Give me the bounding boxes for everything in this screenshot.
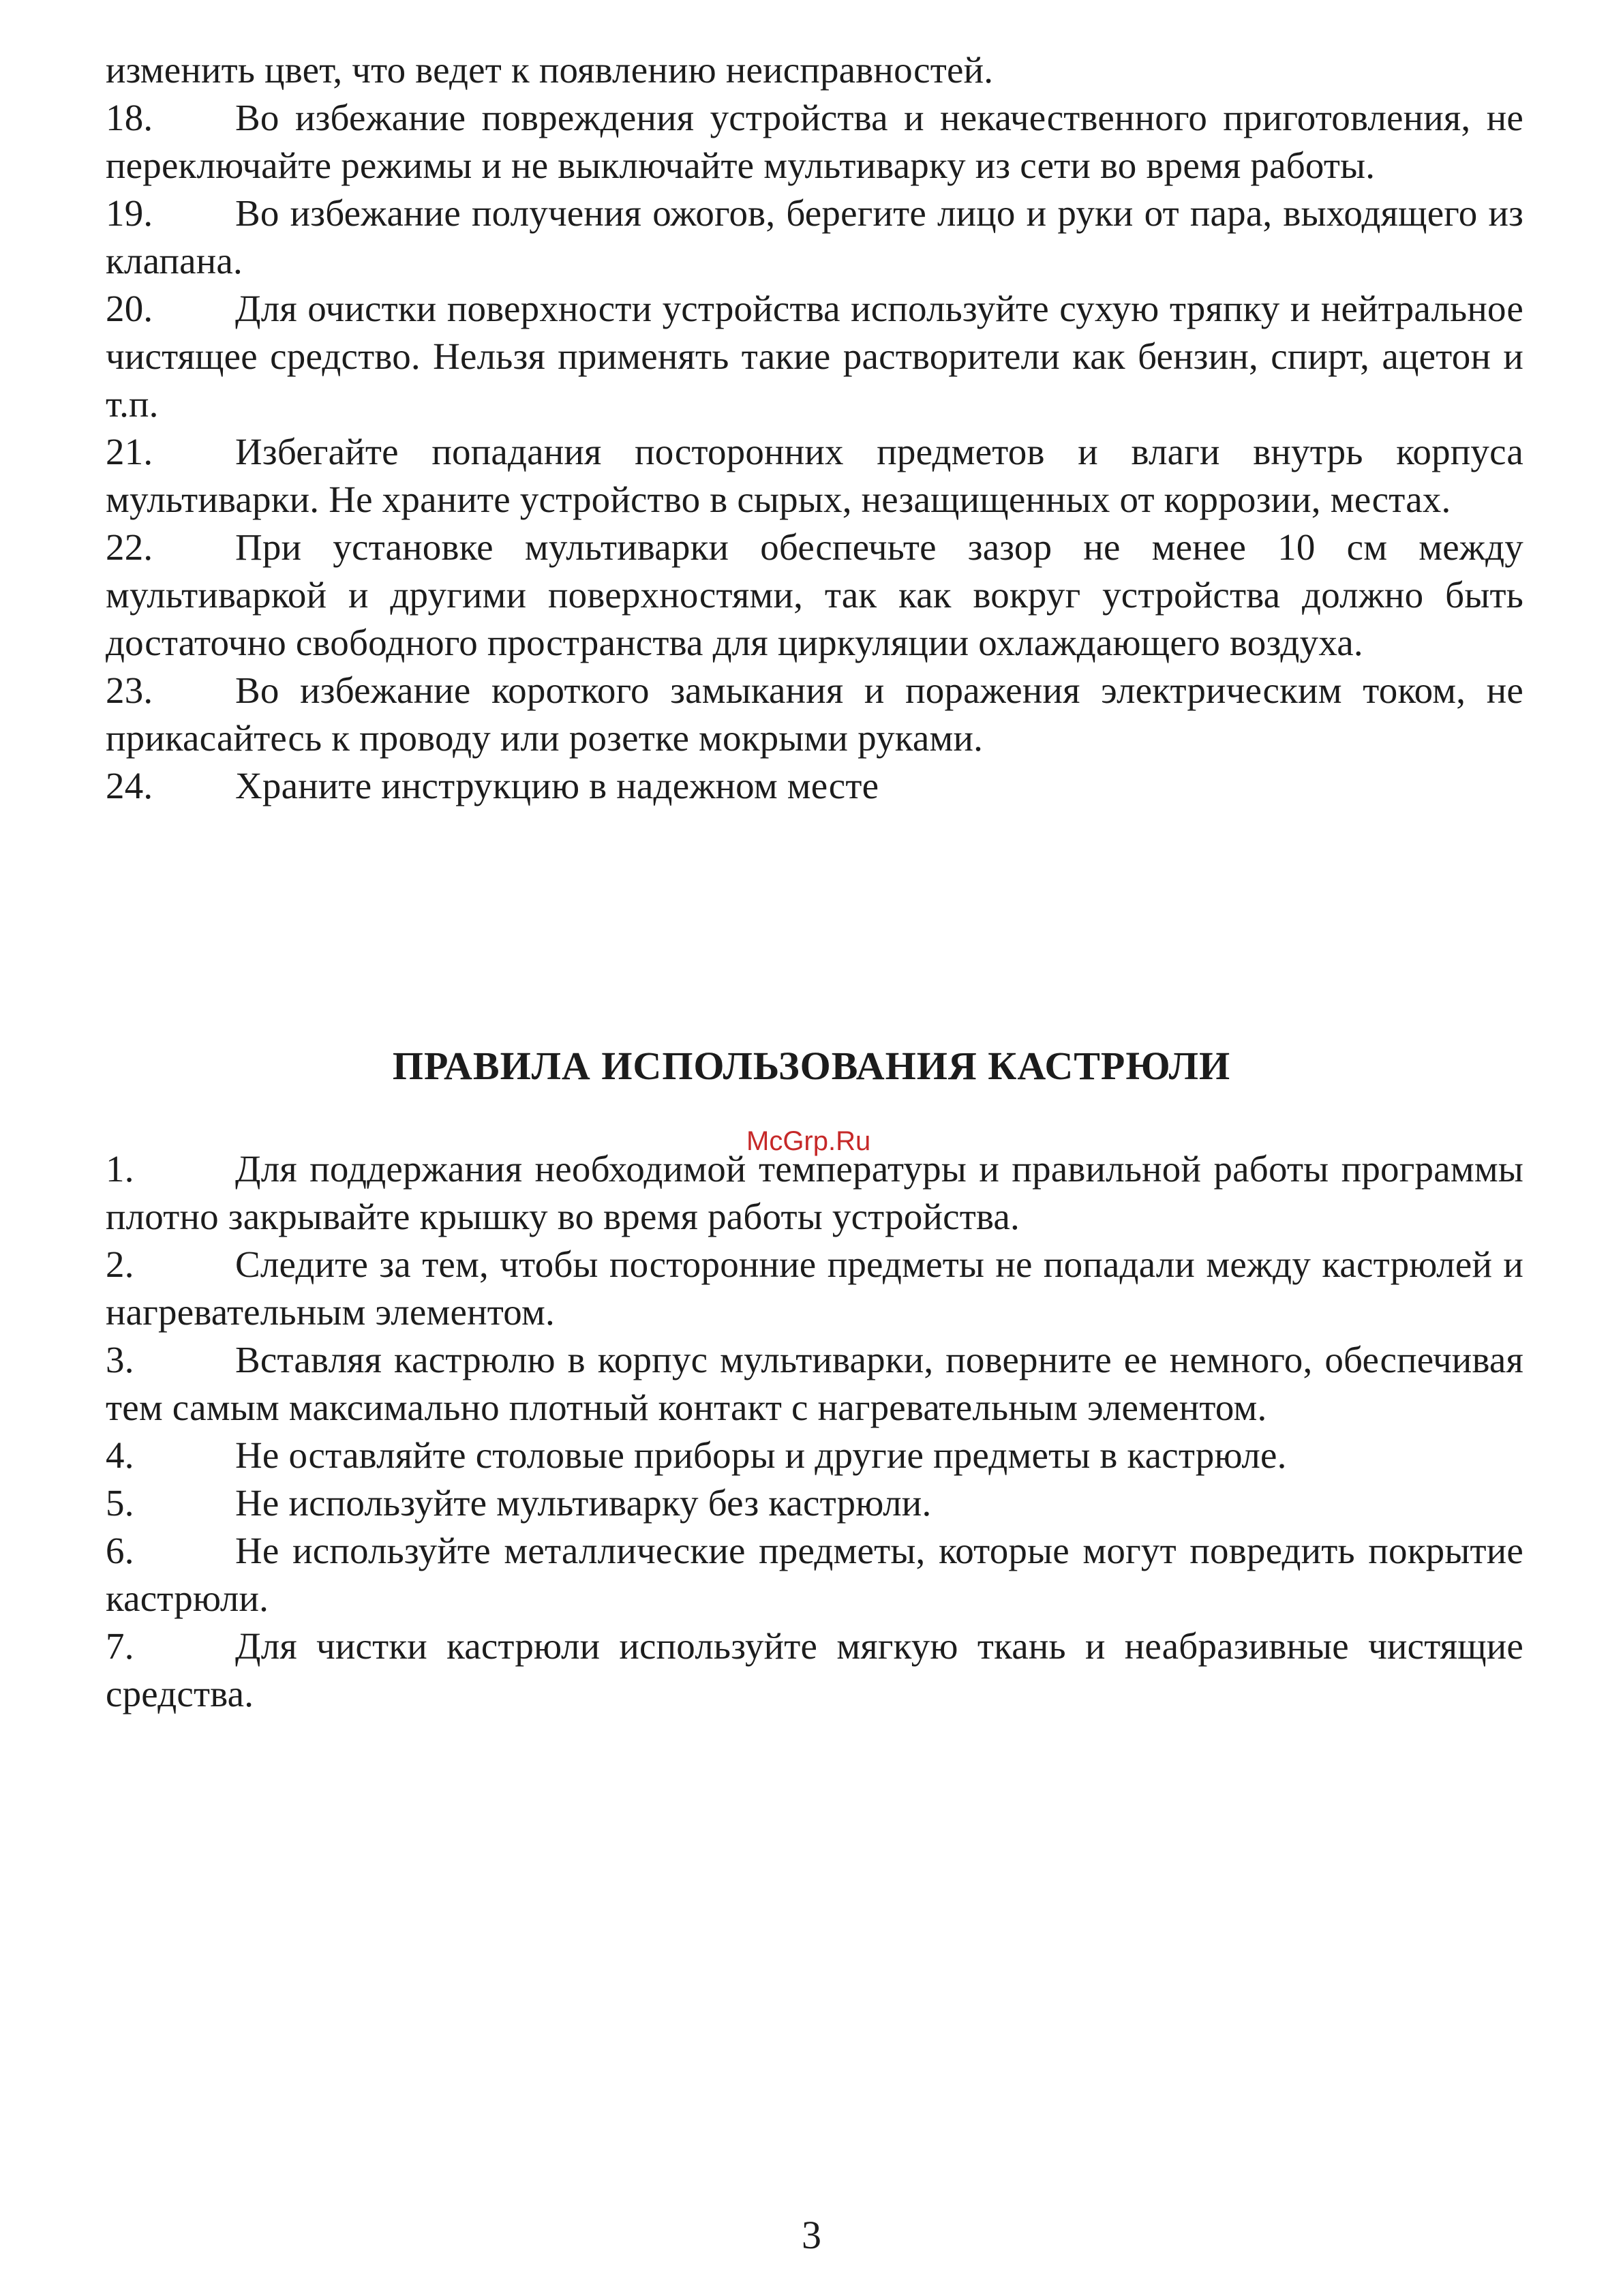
item-text: Во избежание получения ожогов, берегите лицо и руки от пара, выходящего из клапана.: [106, 192, 1523, 282]
list-item: [106, 428, 1523, 524]
list-item: [106, 1479, 1523, 1527]
item-number: 5.: [106, 1482, 134, 1524]
item-number: 7.: [106, 1625, 134, 1667]
item-number: 3.: [106, 1339, 134, 1380]
item-number: 6.: [106, 1530, 134, 1571]
list-item: [106, 1241, 1523, 1336]
item-number: 20.: [106, 288, 153, 329]
continuation-text: изменить цвет, что ведет к появлению неисправностей.: [106, 49, 994, 91]
item-number: 4.: [106, 1434, 134, 1476]
item-number: 18.: [106, 97, 153, 138]
item-number: 19.: [106, 192, 153, 234]
item-number: 1.: [106, 1148, 134, 1190]
item-text: Избегайте попадания посторонних предметов и влаги внутрь корпуса мультиварки. Не храните устройство в сырых, незащищенных от коррозии, местах.: [106, 431, 1523, 520]
item-text: Не используйте мультиварку без кастрюли.: [235, 1482, 932, 1524]
section-heading: ПРАВИЛА ИСПОЛЬЗОВАНИЯ КАСТРЮЛИ: [392, 1044, 1231, 1088]
list-item: [106, 285, 1523, 428]
item-text: При установке мультиварки обеспечьте зазор не менее 10 см между мультиваркой и другими поверхностями, так как вокруг устройства должно быть достаточно свободного пространства для циркуляции охлаждающего воздуха.: [106, 526, 1523, 663]
list-item: [106, 1527, 1523, 1622]
list-item: [106, 762, 1523, 810]
list-item: [106, 1622, 1523, 1718]
item-text: Для очистки поверхности устройства используйте сухую тряпку и нейтральное чистящее средство. Нельзя применять такие растворители как бензин, спирт, ацетон и т.п.: [106, 288, 1523, 425]
list-item: [106, 524, 1523, 667]
safety-rules-continued: [106, 46, 1523, 810]
item-text: Храните инструкцию в надежном месте: [235, 765, 879, 806]
item-number: 2.: [106, 1243, 134, 1285]
item-text: Во избежание повреждения устройства и некачественного приготовления, не переключайте режимы и не выключайте мультиварку из сети во время работы.: [106, 97, 1523, 186]
item-number: 21.: [106, 431, 153, 472]
item-text: Вставляя кастрюлю в корпус мультиварки, поверните ее немного, обеспечивая тем самым максимально плотный контакт с нагревательным элементом.: [106, 1339, 1523, 1428]
item-text: Не оставляйте столовые приборы и другие предметы в кастрюле.: [235, 1434, 1287, 1476]
watermark-text: McGrp.Ru: [746, 1126, 871, 1156]
item-number: 22.: [106, 526, 153, 568]
list-item: [106, 94, 1523, 190]
item-text: Для поддержания необходимой температуры и правильной работы программы плотно закрывайте крышку во время работы устройства.: [106, 1148, 1523, 1237]
list-item: [106, 1145, 1523, 1241]
item-text: Во избежание короткого замыкания и поражения электрическим током, не прикасайтесь к проводу или розетке мокрыми руками.: [106, 669, 1523, 759]
item-text: Следите за тем, чтобы посторонние предметы не попадали между кастрюлей и нагревательным элементом.: [106, 1243, 1523, 1333]
pot-usage-rules: [106, 1145, 1523, 1718]
list-item: [106, 190, 1523, 285]
item-text: Не используйте металлические предметы, которые могут повредить покрытие кастрюли.: [106, 1530, 1523, 1619]
item-number: 24.: [106, 765, 153, 806]
list-item: [106, 1432, 1523, 1479]
page-number: 3: [802, 2213, 821, 2257]
item-text: Для чистки кастрюли используйте мягкую ткань и неабразивные чистящие средства.: [106, 1625, 1523, 1715]
item-number: 23.: [106, 669, 153, 711]
list-item: [106, 667, 1523, 762]
list-item: [106, 1336, 1523, 1432]
